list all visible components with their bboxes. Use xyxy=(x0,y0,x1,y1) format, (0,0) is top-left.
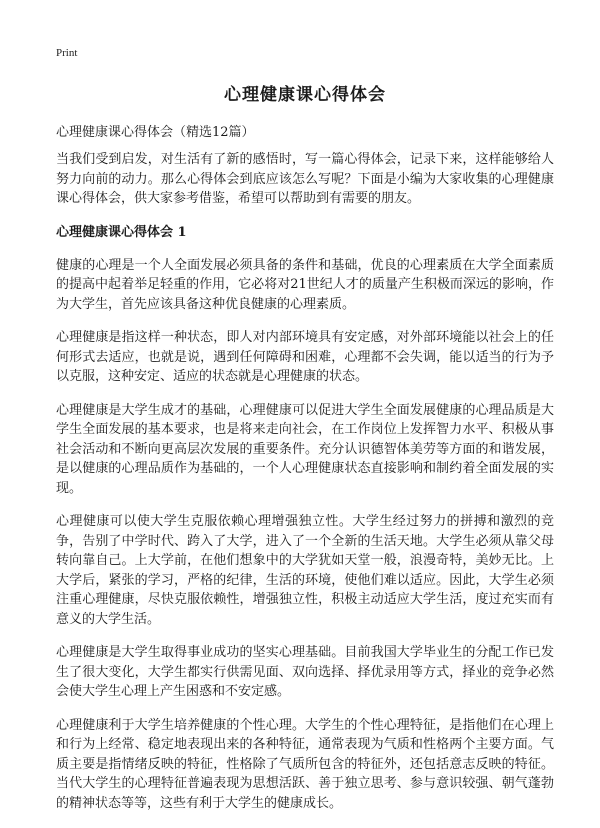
print-link[interactable]: Print xyxy=(56,47,78,59)
body-paragraph-4: 心理健康可以使大学生克服依赖心理增强独立性。大学生经过努力的拼搏和激烈的竞争，告别了中学时代、跨入了大学，进入了一个全新的生活天地。大学生必须从靠父母转向靠自己。上大学前，在他们想象中的大学犹如天堂一般，浪漫奇特，美妙无比。上大学后，紧张的学习，严格的纪律，生活的环境，使他们难以适应。因此，大学生必须注重心理健康，尽快克服依赖性，增强独立性，积极主动适应大学生活，度过充实而有意义的大学生活。 xyxy=(56,514,554,627)
body-paragraph-2: 心理健康是指这样一种状态，即人对内部环境具有安定感，对外部环境能以社会上的任何形式去适应，也就是说，遇到任何障碍和困难，心理都不会失调，能以适当的行为予以克服，这种安定、适应的状态就是心理健康的状态。 xyxy=(56,330,554,384)
page-title: 心理健康课心得体会 xyxy=(224,85,386,105)
document-body xyxy=(56,150,554,827)
body-paragraph-5: 心理健康是大学生取得事业成功的坚实心理基础。目前我国大学毕业生的分配工作已发生了很大变化，大学生都实行供需见面、双向选择、择优录用等方式，择业的竞争必然会使大学生心理上产生困惑和不安定感。 xyxy=(56,645,554,699)
intro-paragraph: 当我们受到启发，对生活有了新的感悟时，写一篇心得体会，记录下来，这样能够给人努力向前的动力。那么心得体会到底应该怎么写呢？下面是小编为大家收集的心理健康课心得体会，供大家参考借鉴，希望可以帮助到有需要的朋友。 xyxy=(56,152,554,206)
section-heading: 心理健康课心得体会 1 xyxy=(56,224,187,240)
body-paragraph-3: 心理健康是大学生成才的基础，心理健康可以促进大学生全面发展健康的心理品质是大学生全面发展的基本要求，也是将来走向社会，在工作岗位上发挥智力水平、积极从事社会活动和不断向更高层次发展的重要条件。充分认识德智体美劳等方面的和谐发展，是以健康的心理品质作为基础的，一个人心理健康状态直接影响和制约着全面发展的实现。 xyxy=(56,402,554,496)
body-paragraph-1: 健康的心理是一个人全面发展必须具备的条件和基础，优良的心理素质在大学全面素质的提高中起着举足轻重的作用，它必将对21世纪人才的质量产生积极而深远的影响，作为大学生，首先应该具备这种优良健康的心理素质。 xyxy=(56,257,554,312)
body-paragraph-6: 心理健康利于大学生培养健康的个性心理。大学生的个性心理特征，是指他们在心理上和行为上经常、稳定地表现出来的各种特征，通常表现为气质和性格两个主要方面。气质主要是指情绪反映的特征，性格除了气质所包含的特征外，还包括意志反映的特征。当代大学生的心理特征普遍表现为思想活跃、善于独立思考、参与意识较强、朝气蓬勃的精神状态等等，这些有利于大学生的健康成长。 xyxy=(56,717,554,811)
document-subtitle: 心理健康课心得体会（精选12篇） xyxy=(56,125,255,140)
